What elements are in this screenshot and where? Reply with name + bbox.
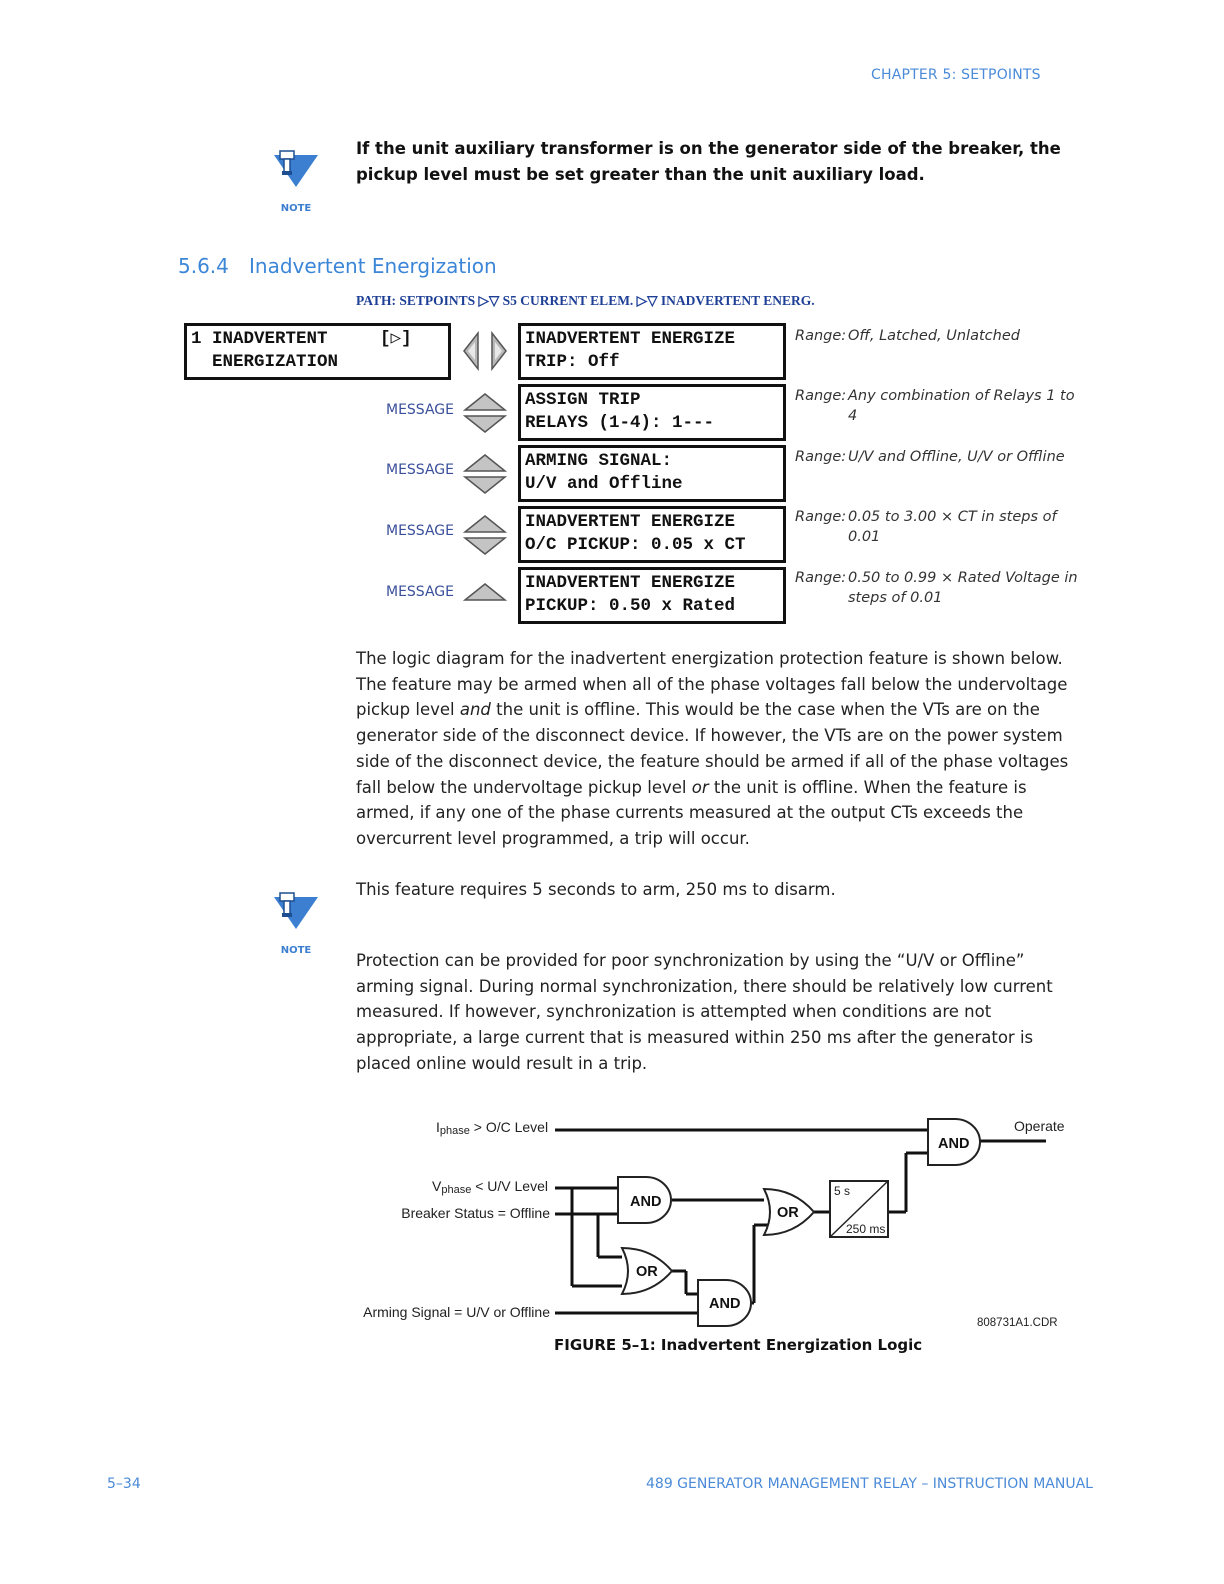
footer-title: 489 GENERATOR MANAGEMENT RELAY – INSTRUCTION MANUAL (646, 1476, 1093, 1492)
message-label: MESSAGE (386, 462, 454, 478)
lcd-line1: ASSIGN TRIP (525, 390, 641, 410)
range-value: Any combination of Relays 1 to 4 (848, 388, 1075, 424)
input-iphase (436, 1119, 548, 1137)
range-arming-signal (795, 447, 1080, 469)
section-title: Inadvertent Energization (249, 254, 497, 278)
message-label: MESSAGE (386, 584, 454, 600)
lcd-line2: RELAYS (1-4): 1--- (525, 413, 715, 433)
note-label: NOTE (280, 945, 312, 956)
setpoint-path: PATH: SETPOINTS ▷▽ S5 CURRENT ELEM. ▷▽ INADVERTENT ENERG. (356, 293, 815, 308)
lcd-line2: PICKUP: 0.50 x Rated (525, 596, 736, 616)
output-operate: Operate (1014, 1118, 1065, 1134)
timer-pickup: 5 s (834, 1184, 851, 1198)
figure-caption: FIGURE 5–1: Inadvertent Energization Logic (554, 1336, 923, 1354)
note-icon-container (266, 885, 326, 956)
range-label: Range: (795, 388, 847, 404)
emphasis-and: and (459, 700, 491, 720)
range-label: Range: (795, 509, 847, 525)
lcd-line1: INADVERTENT ENERGIZE (525, 512, 736, 532)
gate-or-1: OR (777, 1205, 799, 1221)
note-icon-container (266, 143, 326, 214)
gate-and-final: AND (938, 1136, 970, 1152)
lcd-setpoint-arming-signal (518, 445, 786, 502)
note-icon (266, 143, 326, 199)
paragraph-text: The logic diagram for the inadvertent energization protection feature is shown below. The feature may be armed when all of the phase voltages fall below the undervoltage pickup level (356, 649, 1068, 720)
range-trip (795, 326, 1080, 348)
range-value: U/V and Offline, U/V or Offline (848, 449, 1065, 465)
note-label: NOTE (280, 203, 312, 214)
lcd-setpoint-oc-pickup (518, 506, 786, 563)
lcd-root (184, 323, 451, 380)
chapter-header: CHAPTER 5: SETPOINTS (871, 67, 1041, 83)
range-assign-relays (795, 386, 1080, 428)
gate-and-1: AND (630, 1194, 662, 1210)
lcd-line1: ARMING SIGNAL: (525, 451, 673, 471)
section-number: 5.6.4 (178, 254, 229, 278)
lcd-line2: TRIP: Off (525, 352, 620, 372)
gate-and-2: AND (709, 1296, 741, 1312)
lcd-line2: O/C PICKUP: 0.05 x CT (525, 535, 746, 555)
lcd-setpoint-trip (518, 323, 786, 380)
vphase-condition: < U/V Level (471, 1178, 548, 1194)
vphase-symbol: V (432, 1178, 442, 1194)
paragraph-text: the unit is offline. This would be the case when the VTs are on the generator side of the disconnect device. If however, the VTs are on the power system side of the disconnect device, the feature should be armed if all of the phase voltages fall below the undervoltage pickup level (356, 700, 1069, 797)
range-label: Range: (795, 449, 847, 465)
range-oc-pickup (795, 507, 1080, 549)
range-label: Range: (795, 328, 847, 344)
note-icon (266, 885, 326, 941)
paragraph-text: the unit is offline. When the feature is armed, if any one of the phase currents measured at the output CTs exceeds the overcurrent level programmed, a trip will occur. (356, 777, 1027, 848)
lcd-root-line2: ENERGIZATION (191, 352, 339, 372)
iphase-condition: > O/C Level (469, 1119, 549, 1135)
timer-dropout: 250 ms (846, 1222, 886, 1236)
lcd-setpoint-uv-pickup (518, 567, 786, 624)
range-value: Off, Latched, Unlatched (848, 328, 1020, 344)
page-number: 5–34 (107, 1476, 141, 1492)
iphase-symbol: I (436, 1119, 440, 1135)
note-text: If the unit auxiliary transformer is on the generator side of the breaker, the pickup level must be set greater than the unit auxiliary load. (356, 139, 1061, 184)
range-value: 0.50 to 0.99 × Rated Voltage in steps of 0.01 (848, 570, 1078, 606)
range-uv-pickup (795, 568, 1080, 610)
input-vphase (432, 1178, 548, 1196)
up-down-arrows-icon (463, 390, 507, 436)
up-down-arrows-icon (463, 512, 507, 558)
emphasis-or: or (691, 777, 709, 797)
range-value: 0.05 to 3.00 × CT in steps of 0.01 (848, 509, 1057, 545)
up-arrow-icon (463, 580, 507, 606)
body-paragraph: Protection can be provided for poor synchronization by using the “U/V or Offline” arming signal. During normal synchronization, there should be relatively low current measured. If however, synchronization is attempted when conditions are not appropriate, a large current that is measured within 250 ms after the generator is placed online would result in a trip. (356, 951, 1053, 1073)
input-breaker-status: Breaker Status = Offline (401, 1205, 550, 1221)
input-arming-signal: Arming Signal = U/V or Offline (363, 1304, 550, 1320)
lcd-line1: INADVERTENT ENERGIZE (525, 329, 736, 349)
body-paragraph (356, 646, 1072, 852)
lcd-root-line1: 1 INADVERTENT [▷] (191, 329, 412, 349)
lcd-setpoint-assign-relays (518, 384, 786, 441)
logic-diagram (340, 1105, 1080, 1335)
iphase-subscript: phase (439, 1125, 470, 1137)
up-down-arrows-icon (463, 451, 507, 497)
message-label: MESSAGE (386, 523, 454, 539)
note-text: This feature requires 5 seconds to arm, 250 ms to disarm. (356, 880, 836, 899)
gate-or-2: OR (636, 1264, 658, 1280)
message-label: MESSAGE (386, 402, 454, 418)
left-right-arrows-icon (460, 330, 510, 372)
range-label: Range: (795, 570, 847, 586)
drawing-reference: 808731A1.CDR (977, 1317, 1058, 1329)
lcd-line2: U/V and Offline (525, 474, 683, 494)
lcd-line1: INADVERTENT ENERGIZE (525, 573, 736, 593)
vphase-subscript: phase (441, 1184, 472, 1196)
